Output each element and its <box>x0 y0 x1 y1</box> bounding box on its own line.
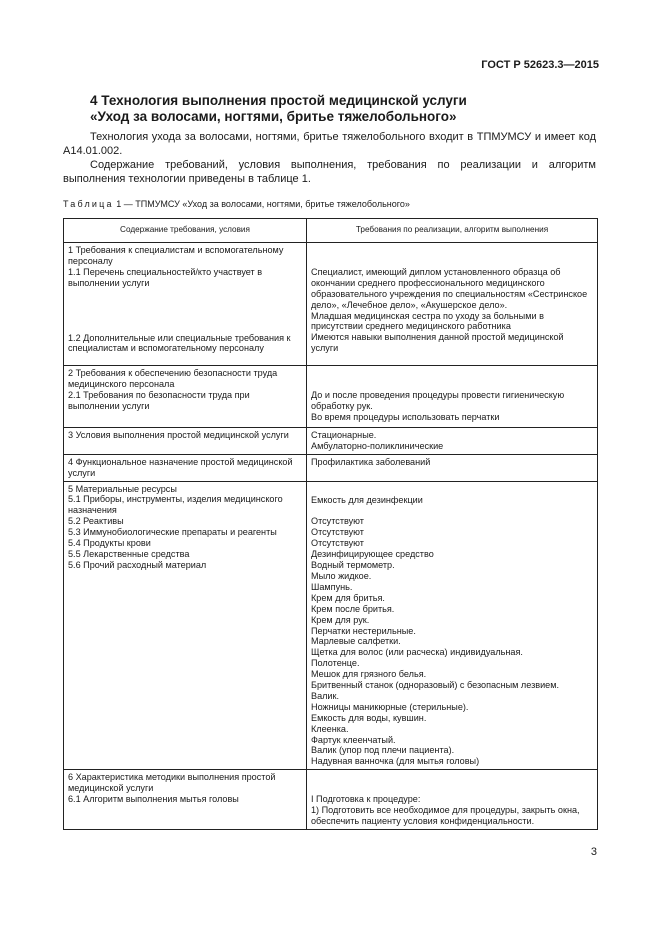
section-title-line-2: «Уход за волосами, ногтями, бритье тяжелобольного» <box>90 109 457 124</box>
section-title-line-1: 4 Технология выполнения простой медицинской услуги <box>90 93 467 108</box>
table-cell: 6 Характеристика методики выполнения простой медицинской услуги 6.1 Алгоритм выполнения мытья головы <box>64 770 307 830</box>
table-row <box>64 427 598 454</box>
table-cell: До и после проведения процедуры провести гигиеническую обработку рук. Во время процедуры использовать перчатки <box>307 365 598 427</box>
table-caption-prefix: Таблица <box>63 199 114 209</box>
column-header-implementation: Требования по реализации, алгоритм выполнения <box>307 219 598 243</box>
table-cell: 4 Функциональное назначение простой медицинской услуги <box>64 454 307 481</box>
table-row <box>64 365 598 427</box>
intro-paragraph-1: Технология ухода за волосами, ногтями, бритье тяжелобольного входит в ТПМУМСУ и имеет код А14.01.002. <box>63 131 596 157</box>
section-title <box>90 93 570 125</box>
table-cell: 2 Требования к обеспечению безопасности труда медицинского персонала 2.1 Требования по безопасности труда при выполнении услуги <box>64 365 307 427</box>
intro-paragraph-2: Содержание требований, условия выполнения, требования по реализации и алгоритм выполнения технологии приведены в таблице 1. <box>63 159 596 185</box>
table-header-row <box>64 219 598 243</box>
table-cell: 3 Условия выполнения простой медицинской услуги <box>64 427 307 454</box>
table-cell: Стационарные. Амбулаторно-поликлинические <box>307 427 598 454</box>
table-row <box>64 481 598 770</box>
table-cell: 1 Требования к специалистам и вспомогательному персоналу 1.1 Перечень специальностей/кто участвует в выполнении услуги 1.2 Дополнительные или специальные требования к специалистам и вспомогательному персоналу <box>64 242 307 365</box>
document-code: ГОСТ Р 52623.3—2015 <box>481 59 599 71</box>
table-cell: Емкость для дезинфекции Отсутствуют Отсутствуют Отсутствуют Дезинфицирующее средство Водный термометр. Мыло жидкое. Шампунь. Крем для бритья. Крем после бритья. Крем для рук. Перчатки нестерильные. Марлевые салфетки. Щетка для волос (или расческа) индивидуальная. Полотенце. Мешок для грязного белья. Бритвенный станок (одноразовый) с безопасным лезвием. Валик. Ножницы маникюрные (стерильные). Емкость для воды, кувшин. Клеенка. Фартук клеенчатый. Валик (упор под плечи пациента). Надувная ванночка (для мытья головы) <box>307 481 598 770</box>
table-caption-text: 1 — ТПМУМСУ «Уход за волосами, ногтями, бритье тяжелобольного» <box>116 199 410 209</box>
table-cell: Специалист, имеющий диплом установленного образца об окончании среднего профессионального медицинского образовательного учреждения по специальностям «Сестринское дело», «Лечебное дело», «Акушерское дело». Младшая медицинская сестра по уходу за больными в присутствии среднего медицинского работника Имеются навыки выполнения данной простой медицинской услуги <box>307 242 598 365</box>
table-cell: Профилактика заболеваний <box>307 454 598 481</box>
table-cell: 5 Материальные ресурсы 5.1 Приборы, инструменты, изделия медицинского назначения 5.2 Реактивы 5.3 Иммунобиологические препараты и реагенты 5.4 Продукты крови 5.5 Лекарственные средства 5.6 Прочий расходный материал <box>64 481 307 770</box>
table-cell: I Подготовка к процедуре: 1) Подготовить все необходимое для процедуры, закрыть окна, обеспечить пациенту условия конфиденциальности. <box>307 770 598 830</box>
requirements-table <box>63 218 598 830</box>
page-number: 3 <box>590 846 597 858</box>
table-row <box>64 242 598 365</box>
column-header-conditions: Содержание требования, условия <box>64 219 307 243</box>
table-caption <box>63 199 410 209</box>
table-row <box>64 770 598 830</box>
table-row <box>64 454 598 481</box>
